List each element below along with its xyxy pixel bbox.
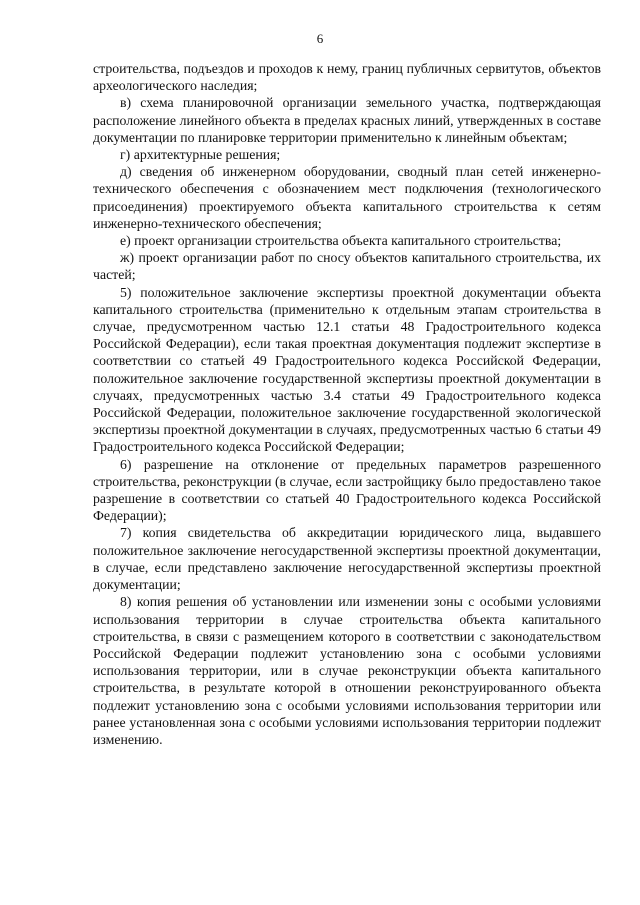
paragraph-item-g: г) архитектурные решения; xyxy=(120,147,281,163)
paragraph-item-7: 7) копия свидетельства об аккредитации юридического лица, выдавшего положительное заключение негосударственной экспертизы проектной документации, в случае, если представлено заключение негосударственной экспертизы проектной документации; xyxy=(93,525,601,593)
paragraph-item-v: в) схема планировочной организации земельного участка, подтверждающая расположение линейного объекта в пределах красных линий, утвержденных в составе документации по планировке территории применительно к линейным объектам; xyxy=(93,95,601,145)
paragraph-item-5: 5) положительное заключение экспертизы проектной документации объекта капитального строительства (применительно к отдельным этапам строительства в случае, предусмотренном частью 12.1 статьи 48 Градостроительного кодекса Российской Федерации), если такая проектная документация подлежит экспертизе в соответствии со статьей 49 Градостроительного кодекса Российской Федерации, положительное заключение государственной экспертизы проектной документации в случаях, предусмотренных частью 3.4 статьи 49 Градостроительного кодекса Российской Федерации, положительное заключение государственной экологической экспертизы проектной документации в случаях, предусмотренных частью 6 статьи 49 Градостроительного кодекса Российской Федерации; xyxy=(93,284,601,455)
document-body xyxy=(93,60,601,748)
paragraph-item-8: 8) копия решения об установлении или изменении зоны с особыми условиями использования территории в случае строительства объекта капитального строительства, в связи с размещением которого в соответствии с законодательством Российской Федерации подлежит установлению зона с особыми условиями использования территории, или в случае реконструкции объекта капитального строительства, в результате которой в отношении реконструированного объекта подлежит установлению зона с особыми условиями использования территории или ранее установленная зона с особыми условиями использования территории подлежит изменению. xyxy=(93,594,601,747)
paragraph-item-6: 6) разрешение на отклонение от предельных параметров разрешенного строительства, реконструкции (в случае, если застройщику было предоставлено такое разрешение в соответствии со статьей 40 Градостроительного кодекса Российской Федерации); xyxy=(93,456,601,524)
paragraph-item-d: д) сведения об инженерном оборудовании, сводный план сетей инженерно-технического обеспечения с обозначением мест подключения (технологического присоединения) проектируемого объекта капитального строительства к сетям инженерно-технического обеспечения; xyxy=(93,164,601,231)
page-number: 6 xyxy=(316,31,324,46)
paragraph-item-e: е) проект организации строительства объекта капитального строительства; xyxy=(120,233,562,249)
paragraph-continuation: строительства, подъездов и проходов к нему, границ публичных сервитутов, объектов археологического наследия; xyxy=(93,61,601,94)
paragraph-item-zh: ж) проект организации работ по сносу объектов капитального строительства, их частей; xyxy=(93,250,601,283)
